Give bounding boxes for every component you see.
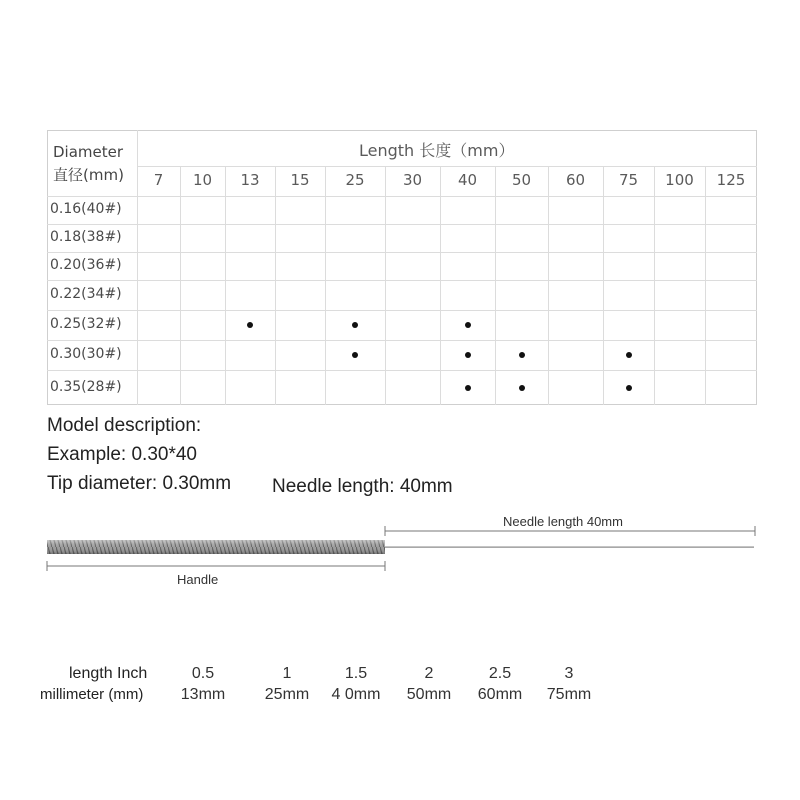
handle-dimension (47, 561, 385, 571)
availability-dot (626, 352, 632, 358)
mm-row-label: millimeter (mm) (40, 686, 144, 703)
availability-dot (519, 385, 525, 391)
description-heading: Model description: (47, 415, 202, 436)
inch-value: 0.5 (191, 665, 215, 682)
availability-dot (626, 385, 632, 391)
availability-dot (465, 322, 471, 328)
column-header-50: 50 (511, 171, 532, 189)
column-header-7: 7 (153, 171, 164, 189)
description-example: Example: 0.30*40 (47, 444, 197, 465)
availability-dot (352, 322, 358, 328)
mm-value: 75mm (546, 686, 592, 703)
availability-dot (247, 322, 253, 328)
description-needle-length: Needle length: 40mm (272, 476, 453, 497)
row-label: 0.25(32#) (50, 316, 122, 332)
inch-value: 1.5 (344, 665, 368, 682)
length-header: Length 长度（mm） (359, 141, 515, 160)
column-header-100: 100 (665, 171, 694, 189)
row-label: 0.30(30#) (50, 346, 122, 362)
corner-label-en: Diameter (53, 143, 124, 161)
row-label: 0.22(34#) (50, 286, 122, 302)
inch-row-label: length Inch (69, 665, 148, 682)
column-header-15: 15 (290, 171, 310, 189)
availability-dot (465, 352, 471, 358)
mm-value: 4 0mm (331, 686, 381, 703)
needle-spec-table (47, 130, 757, 405)
column-header-75: 75 (618, 171, 639, 189)
column-header-13: 13 (240, 171, 260, 189)
column-header-25: 25 (345, 171, 365, 189)
column-header-60: 60 (565, 171, 586, 189)
inch-value: 2.5 (488, 665, 512, 682)
column-header-10: 10 (192, 171, 213, 189)
row-label: 0.16(40#) (50, 201, 122, 217)
needle-illustration (0, 505, 800, 590)
inch-value: 3 (564, 665, 574, 682)
description-tip-diameter: Tip diameter: 0.30mm (47, 473, 232, 494)
inch-value: 2 (424, 665, 434, 682)
availability-dot (465, 385, 471, 391)
mm-value: 50mm (406, 686, 452, 703)
row-label: 0.35(28#) (50, 378, 122, 395)
column-header-30: 30 (402, 171, 423, 189)
column-header-40: 40 (457, 171, 478, 189)
corner-label-cn: 直径(mm) (53, 166, 124, 184)
mm-value: 13mm (180, 686, 226, 703)
handle-label: Handle (177, 572, 219, 587)
row-label: 0.20(36#) (50, 257, 122, 273)
availability-dot (519, 352, 525, 358)
mm-value: 60mm (477, 686, 523, 703)
availability-dot (352, 352, 358, 358)
row-label: 0.18(38#) (50, 229, 122, 245)
needle-length-label: Needle length 40mm (503, 514, 623, 529)
column-header-125: 125 (716, 171, 746, 189)
mm-value: 25mm (264, 686, 310, 703)
inch-value: 1 (282, 665, 292, 682)
